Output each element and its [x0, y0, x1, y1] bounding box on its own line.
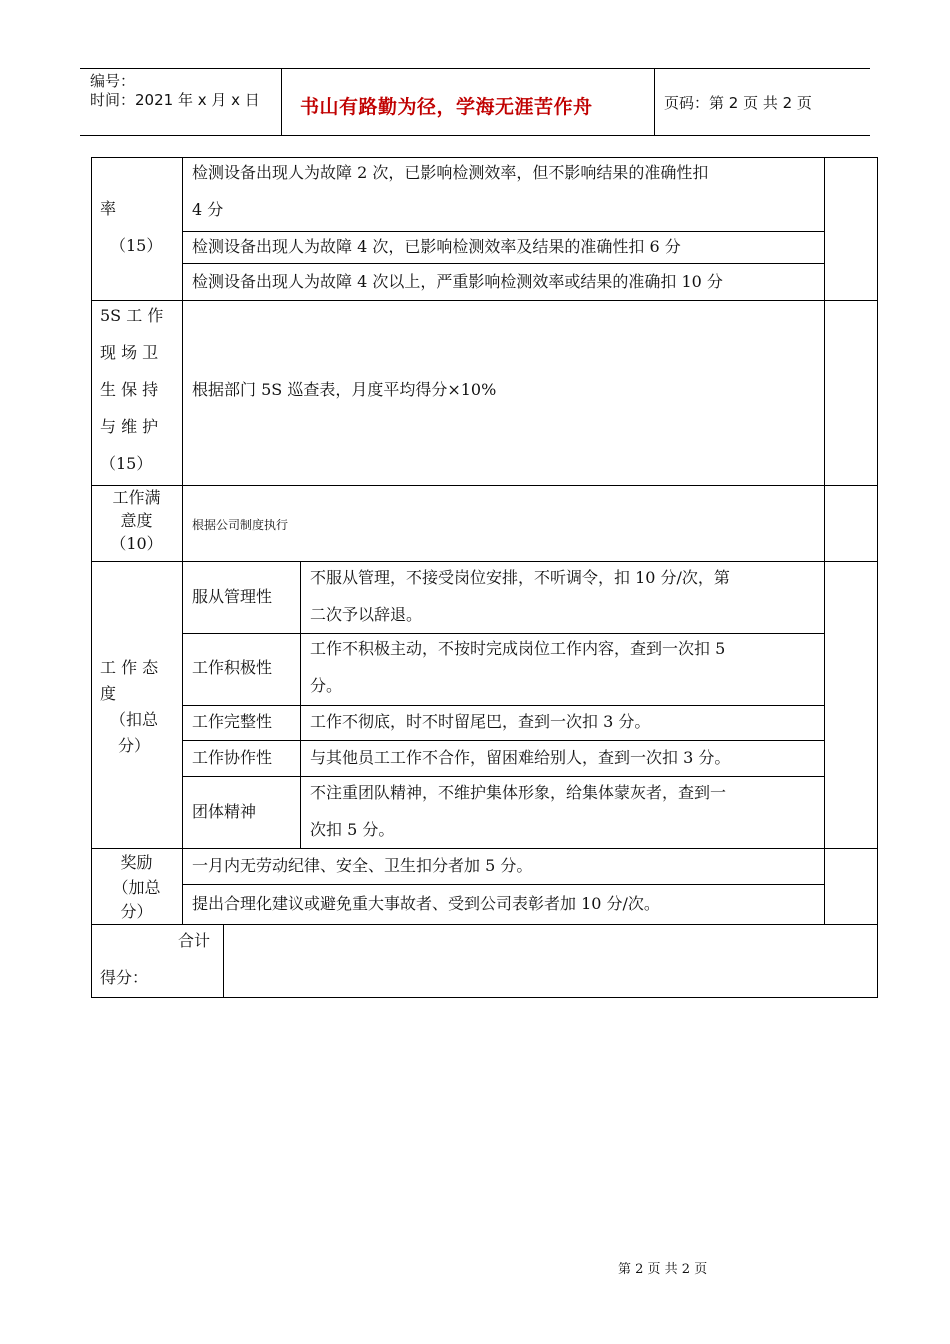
category-label: 生 保 持: [100, 380, 159, 399]
criterion-text: 提出合理化建议或避免重大事故者、受到公司表彰者加 10 分/次。: [192, 894, 660, 913]
category-score: （15）: [100, 454, 153, 473]
sub-criterion-name: 团体精神: [192, 802, 257, 821]
total-label: 得分：: [100, 968, 149, 987]
total-label: 合计: [178, 931, 211, 950]
criterion-text: 不注重团队精神，不维护集体形象，给集体蒙灰者，查到一: [310, 783, 727, 802]
table-rule: [91, 300, 877, 301]
time-label: 时间：2021 年 x 月 x 日: [90, 91, 260, 109]
criterion-text: 根据公司制度执行: [192, 518, 289, 532]
criterion-text: 次扣 5 分。: [310, 820, 395, 839]
page-indicator: 页码：第 2 页 共 2 页: [664, 94, 812, 112]
category-label: 工作满: [112, 488, 161, 507]
header-divider: [654, 68, 655, 136]
header-divider: [281, 68, 282, 136]
header-top-rule: [80, 68, 870, 69]
table-rule: [91, 485, 877, 486]
criterion-text: 与其他员工工作不合作，留困难给别人，查到一次扣 3 分。: [310, 748, 731, 767]
category-label: 度: [100, 684, 117, 703]
criterion-text: 二次予以辞退。: [310, 605, 423, 624]
category-label: （加总: [112, 878, 161, 897]
table-rule: [91, 997, 878, 998]
sub-criterion-name: 工作积极性: [192, 658, 273, 677]
table-rule: [824, 157, 825, 925]
category-label: 意度: [120, 511, 153, 530]
table-rule: [182, 157, 183, 925]
criterion-text: 工作不积极主动，不按时完成岗位工作内容，查到一次扣 5: [310, 639, 726, 658]
criterion-text: 工作不彻底，时不时留尾巴，查到一次扣 3 分。: [310, 712, 651, 731]
table-rule: [877, 157, 878, 998]
sub-criterion-name: 工作协作性: [192, 748, 273, 767]
category-label: 工 作 态: [100, 658, 159, 677]
category-score: （15）: [110, 236, 163, 255]
total-score-field[interactable]: [224, 925, 876, 997]
criterion-text: 检测设备出现人为故障 4 次，已影响检测效率及结果的准确性扣 6 分: [192, 237, 681, 256]
category-score: （10）: [110, 534, 163, 553]
category-label: 分）: [120, 902, 153, 921]
criterion-text: 检测设备出现人为故障 2 次，已影响检测效率，但不影响结果的准确性扣: [192, 163, 709, 182]
page-footer: 第 2 页 共 2 页: [618, 1262, 708, 1277]
criterion-text: 检测设备出现人为故障 4 次以上，严重影响检测效率或结果的准确扣 10 分: [192, 272, 723, 291]
sub-criterion-name: 服从管理性: [192, 587, 273, 606]
criterion-text: 根据部门 5S 巡查表，月度平均得分×10%: [192, 380, 497, 399]
sub-criterion-name: 工作完整性: [192, 712, 273, 731]
category-label: 奖励: [120, 853, 153, 872]
criterion-text: 不服从管理，不接受岗位安排，不听调令，扣 10 分/次，第: [310, 568, 730, 587]
category-label: 5S 工 作: [100, 306, 164, 325]
criterion-text: 一月内无劳动纪律、安全、卫生扣分者加 5 分。: [192, 856, 533, 875]
category-label: 现 场 卫: [100, 343, 159, 362]
serial-label: 编号：: [90, 72, 136, 90]
category-label: 率: [100, 199, 117, 218]
criterion-text: 4 分: [192, 200, 224, 219]
table-rule: [300, 561, 301, 849]
header-motto: 书山有路勤为径，学海无涯苦作舟: [300, 96, 593, 118]
category-label: 分）: [118, 736, 151, 755]
criterion-text: 分。: [310, 676, 343, 695]
category-label: 与 维 护: [100, 417, 159, 436]
category-label: （扣总: [110, 710, 159, 729]
header-bottom-rule: [80, 135, 870, 136]
